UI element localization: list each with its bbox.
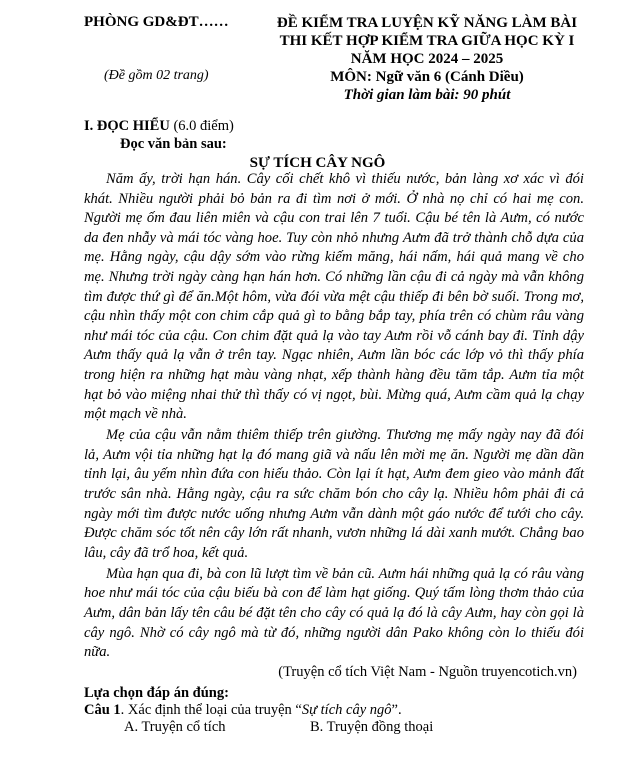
subject: MÔN: Ngữ văn 6 (Cánh Diều) bbox=[330, 69, 524, 85]
question-1-option-a: A. Truyện cổ tích bbox=[124, 719, 226, 735]
time-limit: Thời gian làm bài: 90 phút bbox=[343, 87, 511, 103]
story-source: (Truyện cổ tích Việt Nam - Nguồn truyencotich.vn) bbox=[278, 664, 577, 680]
exam-title-line-1: ĐỀ KIỂM TRA LUYỆN KỸ NĂNG LÀM BÀI bbox=[276, 15, 578, 31]
reading-instruction: Đọc văn bản sau: bbox=[120, 136, 227, 152]
question-1 bbox=[84, 702, 402, 719]
department-label: PHÒNG GD&ĐT…… bbox=[84, 14, 229, 30]
pages-note: (Đề gồm 02 trang) bbox=[104, 68, 209, 83]
question-1-text: . Xác định thể loại của truyện “ bbox=[120, 702, 302, 718]
question-1-number: Câu 1 bbox=[84, 702, 121, 718]
story-paragraph-3: Mùa hạn qua đi, bà con lũ lượt tìm về bản cũ. Aưm hái những quả lạ có râu vàng hoe như mái tóc của cậu biếu bà con để làm hạt giống. Quý tấm lòng thơm thảo của Aưm, dân bản lấy tên câu bé đặt tên cho cây có quả lạ đó là cây Aưm, hay còn gọi là cây ngô. Nhờ có cây ngô mà từ đó, những người dân Pako không còn lo thiếu đói nữa. bbox=[84, 565, 584, 661]
story-paragraph-1: Năm ấy, trời hạn hán. Cây cối chết khô vì thiếu nước, bản làng xơ xác vì đói khát. Nhiều người phải bỏ bản ra đi tìm nơi ở mới. Ở nhà nọ chỉ có hai mẹ con. Người mẹ ốm đau liên miên và cậu con trai lên 7 tuổi. Cậu bé tên là Aưm, có nước da đen nhẫy và mái tóc vàng hoe. Tuy còn nhỏ nhưng Aưm đã trở thành chỗ dựa của mẹ. Hằng ngày, cậu dậy sớm vào rừng kiếm măng, hái nấm, hái quả mang về cho mẹ. Nhưng trời ngày càng hạn hán hơn. Có những lần cậu đi cả ngày mà vẫn không tìm được thứ gì để ăn.Một hôm, vừa đói vừa mệt cậu thiếp đi bên bờ suối. Trong mơ, cậu nhìn thấy một con chim cắp quả gì to bằng bắp tay, phía trên có chùm râu vàng như mái tóc của cậu. Con chim đặt quả lạ vào tay Aưm rồi vỗ cánh bay đi. Tỉnh dậy Aưm thấy quả lạ vẫn ở trên tay. Ngạc nhiên, Aưm lần bóc các lớp vỏ thì thấy phía trong hiện ra những hạt màu vàng nhạt, xếp thành hàng đều tăm tắp. Aưm tỉa một hạt bỏ vào miệng nhai thử thì thấy có vị ngọt, bùi. Mừng quá, Aưm cầm quả lạ chạy một mạch về nhà. bbox=[84, 171, 584, 423]
school-year: NĂM HỌC 2024 – 2025 bbox=[350, 51, 504, 67]
story-paragraph-2: Mẹ của cậu vẫn nằm thiêm thiếp trên giường. Thương mẹ mấy ngày nay đã đói lả, Aưm vội tỉa những hạt lạ đó mang giã và nấu lên mời mẹ ăn. Người mẹ dần dần tỉnh lại, âu yếm nhìn đứa con hiếu thảo. Còn lại ít hạt, Aưm đem gieo vào mảnh đất trước sân nhà. Hằng ngày, cậu ra sức chăm bón cho cây lạ. Nhiều hôm phải đi cả ngày mới tìm được nước uống nhưng Aưm vẫn dành một gáo nước để tưới cho cây. Được chăm sóc tốt nên cây lớn rất nhanh, vươn những lá dài xanh mướt. Chẳng bao lâu, cây đã trổ hoa, kết quả. bbox=[84, 427, 584, 561]
story-text bbox=[84, 170, 584, 664]
section-points: (6.0 điểm) bbox=[169, 118, 234, 134]
story-title: SỰ TÍCH CÂY NGÔ bbox=[249, 155, 386, 171]
section-heading bbox=[84, 118, 234, 135]
question-1-text-end: ”. bbox=[391, 702, 402, 718]
exam-title-block bbox=[262, 14, 592, 104]
question-instruction: Lựa chọn đáp án đúng: bbox=[84, 685, 229, 701]
question-1-option-b: B. Truyện đồng thoại bbox=[310, 719, 434, 735]
section-title: I. ĐỌC HIỂU bbox=[84, 118, 170, 134]
header-left bbox=[84, 14, 254, 83]
exam-title-line-2: THI KẾT HỢP KIỂM TRA GIỮA HỌC KỲ I bbox=[279, 33, 575, 49]
question-1-story-title: Sự tích cây ngô bbox=[301, 702, 392, 718]
